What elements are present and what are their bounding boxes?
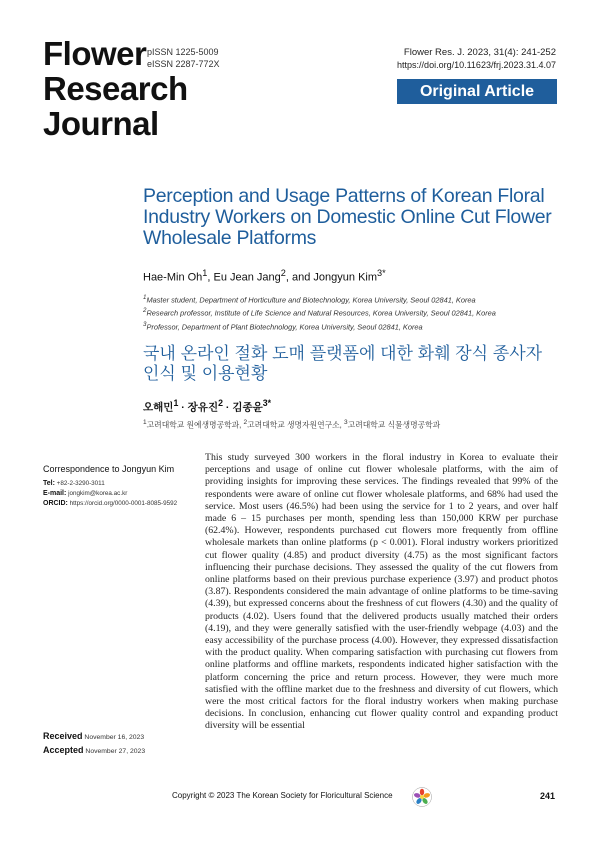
orcid-label: ORCID: xyxy=(43,500,68,507)
journal-name-line: Journal xyxy=(43,105,159,142)
abstract-text: This study surveyed 300 workers in the floral industry in Korea to evaluate their perceptions and usage of online cut flower wholesale platforms, with the aim of providing insights for improving these services. The findings revealed that 99% of the respondents were aware of online cut flower wholesale platforms, and 68% had used the service. Most users (46.5%) had been using the service for 1 to 2 years, and over half made 6 – 15 purchases per month, spending less than 150,000 KRW per purchase (62.4%). However, respondents purchased cut flowers more frequently from offline wholesale markets than online platforms (p < 0.001). Floral industry workers prioritized cut flower quality (4.85) and product diversity (4.75) as the most significant factors influencing their purchase decisions. They assessed the quality of the cut flowers from online platforms based on their previous purchase experience (3.97) and product photos (3.87). Respondents considered the main advantage of online platforms to be time-saving (4.39), but expressed concerns about the freshness of cut flowers (4.30) and the quality of products (4.02). Users found that the delivered products usually matched their orders (4.19), and they were generally satisfied with the user-friendly webpage (4.03) and the easy accessibility of the purchase process (4.00). However, they expressed dissatisfaction with the product quality. When comparing satisfaction with purchasing cut flowers from online platforms and offline markets, respondents indicated higher satisfaction with the platform concerning the price and return process. However, they were much more satisfied with the offline market due to the freshness and diversity of cut flowers, which were the most critical factors for the floral industry workers when making purchase decisions. In conclusion, enhancing cut flower quality control and expanding product diversity will be essential xyxy=(205,452,558,732)
citation: Flower Res. J. 2023, 31(4): 241-252 xyxy=(403,47,556,58)
authors-ko xyxy=(143,398,271,415)
author-name: Hae-Min Oh xyxy=(143,271,203,284)
received-line xyxy=(43,730,145,744)
author-affil-sup: 2 xyxy=(218,398,223,408)
author-name: Jongyun Kim xyxy=(313,271,378,284)
citation-block xyxy=(397,47,556,71)
journal-name-line: Flower xyxy=(43,35,147,72)
dates-block xyxy=(43,730,145,758)
affiliations-en xyxy=(143,292,563,332)
affil-text: 고려대학교 생명자원연구소, xyxy=(247,420,345,430)
author-name: 김종윤 xyxy=(232,401,263,414)
affil-text: 고려대학교 식물생명공학과 xyxy=(347,420,441,430)
received-date: November 16, 2023 xyxy=(84,734,145,741)
email-value[interactable]: jongkim@korea.ac.kr xyxy=(66,490,128,497)
article-title-en: Perception and Usage Patterns of Korean Floral Industry Workers on Domestic Online Cut Flower Wholesale Platforms xyxy=(143,185,552,249)
eissn: eISSN 2287-772X xyxy=(147,59,220,69)
author-separator: · xyxy=(222,401,233,414)
orcid-link[interactable]: https://orcid.org/0000-0001-8085-9592 xyxy=(67,500,178,507)
correspondence-title: Correspondence to Jongyun Kim xyxy=(43,464,175,474)
affil-sup: 1 xyxy=(143,294,147,301)
affil-text: Master student, Department of Horticulture and Biotechnology, Korea University, Seoul 02841, Korea xyxy=(146,295,476,305)
affil-text: Professor, Department of Plant Biotechnology, Korea University, Seoul 02841, Korea xyxy=(146,322,423,332)
article-type-badge: Original Article xyxy=(397,79,557,104)
orcid-line xyxy=(43,499,203,509)
copyright-text: Copyright © 2023 The Korean Society for Floricultural Science xyxy=(172,791,393,800)
affiliation xyxy=(143,319,563,332)
author-separator: · xyxy=(178,401,188,414)
author-affil-sup: 1 xyxy=(202,268,208,278)
accepted-line xyxy=(43,744,145,758)
article-title-ko: 국내 온라인 절화 도매 플랫폼에 대한 화훼 장식 종사자 인식 및 이용현황 xyxy=(143,344,543,383)
page-number: 241 xyxy=(540,791,556,801)
email-label: E-mail: xyxy=(43,490,67,497)
affil-sup: 1 xyxy=(143,419,147,426)
page-footer xyxy=(0,787,600,807)
pissn: pISSN 1225-5009 xyxy=(147,47,219,57)
journal-name-line: Research xyxy=(43,70,188,107)
received-label: Received xyxy=(43,731,83,741)
affiliation xyxy=(143,292,563,305)
author-name: Eu Jean Jang xyxy=(213,271,281,284)
affil-sup: 3 xyxy=(344,419,348,426)
issn-block xyxy=(147,46,220,70)
affil-text: Research professor, Institute of Life Science and Natural Resources, Korea University, Seoul 02841, Korea xyxy=(146,308,496,318)
authors-en xyxy=(143,268,386,284)
society-flower-logo-icon xyxy=(412,787,432,807)
author-separator: , xyxy=(207,271,214,284)
email-line xyxy=(43,489,203,499)
affil-sup: 3 xyxy=(143,320,147,328)
tel-value: +82-2-3290-3011 xyxy=(54,480,105,487)
affil-text: 고려대학교 원예생명공학과, xyxy=(146,420,244,430)
accepted-date: November 27, 2023 xyxy=(85,748,146,755)
author-name: 오해민 xyxy=(143,401,174,414)
affiliation xyxy=(143,305,563,318)
affiliations-ko xyxy=(143,419,440,431)
author-affil-sup: 3* xyxy=(377,268,386,278)
author-affil-sup: 3* xyxy=(262,398,272,408)
author-separator: , and xyxy=(285,271,314,284)
author-name: 장유진 xyxy=(187,401,219,414)
author-affil-sup: 2 xyxy=(280,268,286,278)
correspondence-block xyxy=(43,464,203,509)
tel-line xyxy=(43,479,203,489)
affil-sup: 2 xyxy=(243,419,248,426)
affil-sup: 2 xyxy=(143,307,147,315)
tel-label: Tel: xyxy=(43,480,55,487)
author-affil-sup: 1 xyxy=(173,398,179,408)
doi-link[interactable]: https://doi.org/10.11623/frj.2023.31.4.07 xyxy=(397,60,556,70)
accepted-label: Accepted xyxy=(43,745,84,755)
